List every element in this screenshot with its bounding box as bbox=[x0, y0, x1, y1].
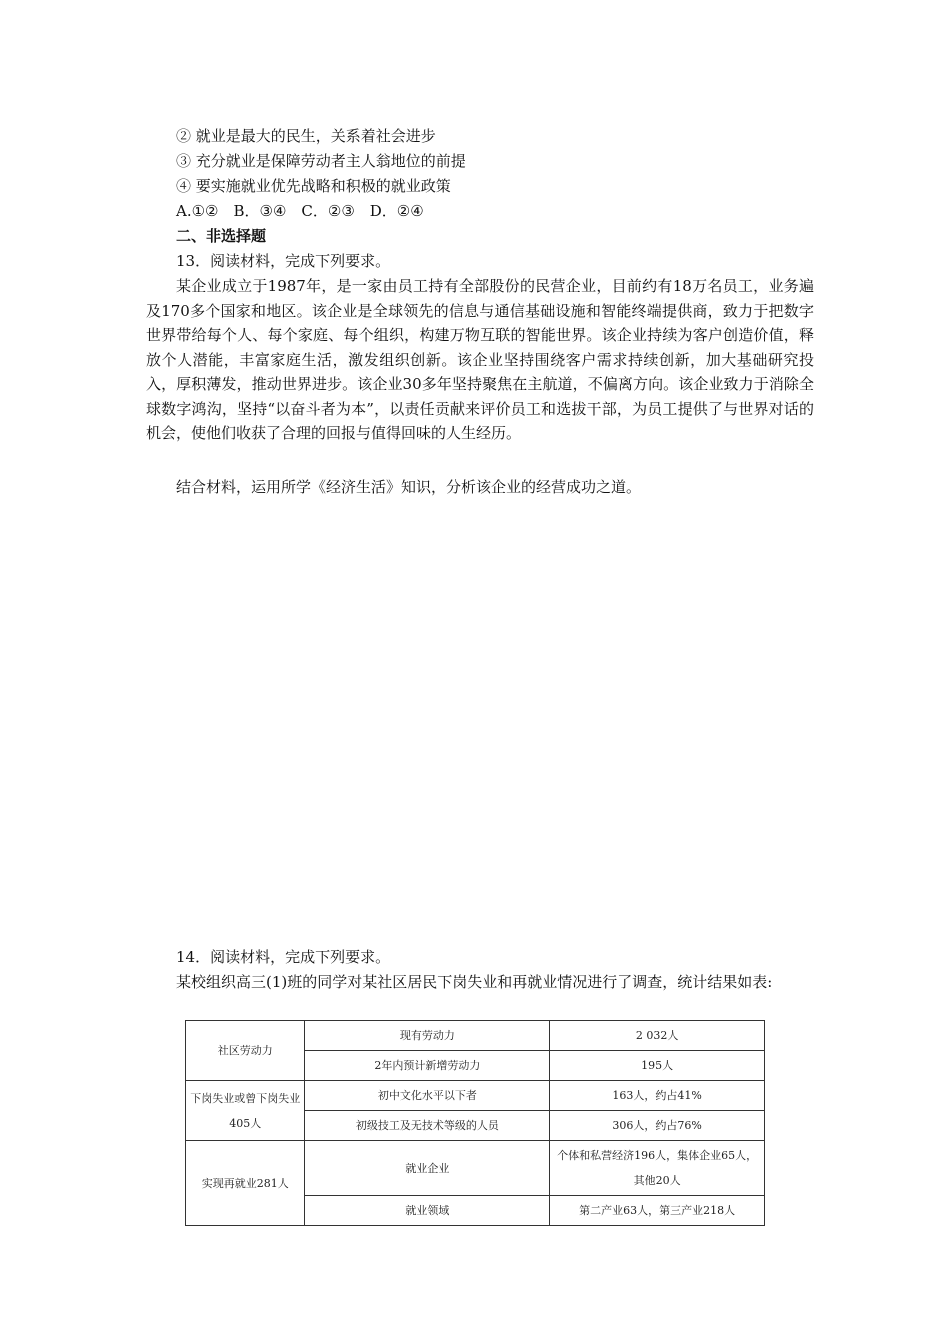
table-cell-item: 2年内预计新增劳动力 bbox=[305, 1051, 550, 1081]
option-2: ② 就业是最大的民生，关系着社会进步 bbox=[176, 127, 436, 145]
table-cell-item: 现有劳动力 bbox=[305, 1021, 550, 1051]
table-row bbox=[186, 1021, 765, 1051]
option-4: ④ 要实施就业优先战略和积极的就业政策 bbox=[176, 177, 451, 195]
table-row bbox=[186, 1081, 765, 1111]
section-title: 二、非选择题 bbox=[176, 227, 267, 245]
table-cell-value: 195人 bbox=[550, 1051, 765, 1081]
table-cell-value: 306人，约占76% bbox=[550, 1111, 765, 1141]
table-cell-item: 就业领域 bbox=[305, 1196, 550, 1226]
table-cell-value: 2 032人 bbox=[550, 1021, 765, 1051]
table-cell-value: 163人，约占41% bbox=[550, 1081, 765, 1111]
table-cell-item: 初中文化水平以下者 bbox=[305, 1081, 550, 1111]
q13-task: 结合材料，运用所学《经济生活》知识，分析该企业的经营成功之道。 bbox=[176, 478, 642, 496]
table-row bbox=[186, 1141, 765, 1196]
table-cell-value: 第二产业63人，第三产业218人 bbox=[550, 1196, 765, 1226]
group-label-labor: 社区劳动力 bbox=[186, 1021, 305, 1081]
group-label-unemployed: 下岗失业或曾下岗失业405人 bbox=[186, 1081, 305, 1141]
answer-choices: A.①② B．③④ C．②③ D．②④ bbox=[176, 202, 424, 220]
q14-heading: 14．阅读材料，完成下列要求。 bbox=[176, 948, 391, 966]
q14-material: 某校组织高三(1)班的同学对某社区居民下岗失业和再就业情况进行了调查，统计结果如表: bbox=[176, 973, 773, 991]
table-cell-item: 就业企业 bbox=[305, 1141, 550, 1196]
option-3: ③ 充分就业是保障劳动者主人翁地位的前提 bbox=[176, 152, 466, 170]
group-label-reemployed: 实现再就业281人 bbox=[186, 1141, 305, 1226]
survey-table bbox=[185, 1020, 765, 1226]
q13-heading: 13．阅读材料，完成下列要求。 bbox=[176, 252, 391, 270]
table-cell-value: 个体和私营经济196人，集体企业65人，其他20人 bbox=[550, 1141, 765, 1196]
table-cell-item: 初级技工及无技术等级的人员 bbox=[305, 1111, 550, 1141]
q13-material: 某企业成立于1987年，是一家由员工持有全部股份的民营企业，目前约有18万名员工，业务遍及170多个国家和地区。该企业是全球领先的信息与通信基础设施和智能终端提供商，致力于把数字世界带给每个人、每个家庭、每个组织，构建万物互联的智能世界。该企业持续为客户创造价值，释放个人潜能，丰富家庭生活，激发组织创新。该企业坚持围绕客户需求持续创新，加大基础研究投入，厚积薄发，推动世界进步。该企业30多年坚持聚焦在主航道，不偏离方向。该企业致力于消除全球数字鸿沟，坚持“以奋斗者为本”，以责任贡献来评价员工和选拔干部，为员工提供了与世界对话的机会，使他们收获了合理的回报与值得回味的人生经历。 bbox=[146, 277, 814, 442]
